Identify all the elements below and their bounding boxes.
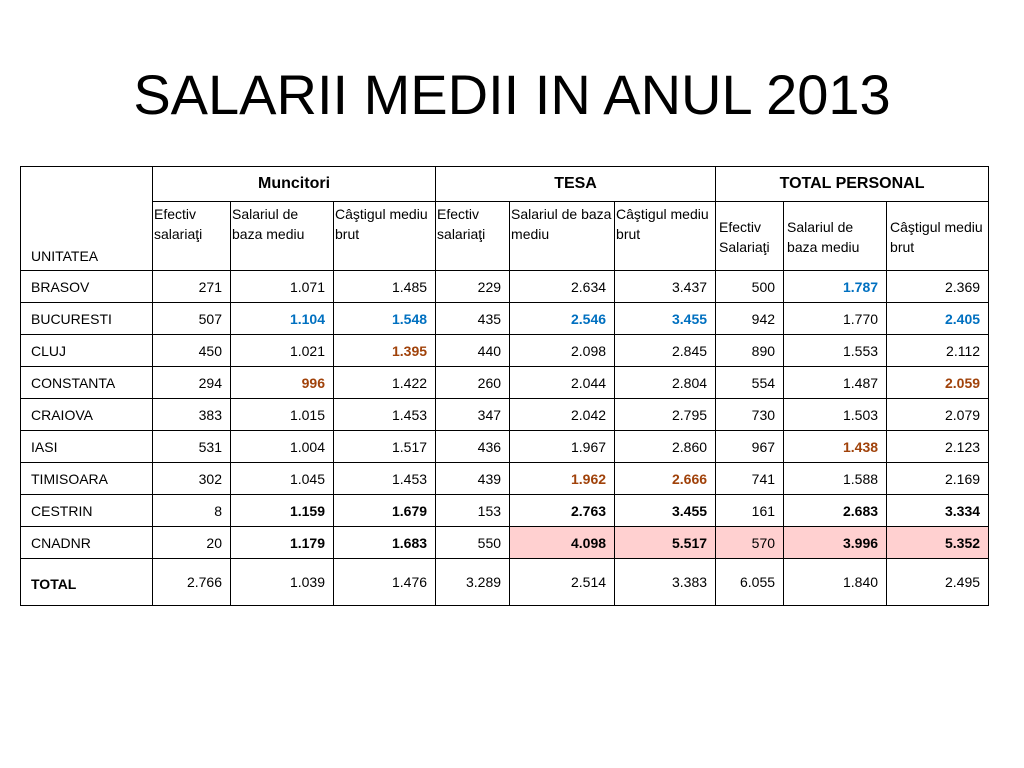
value-cell: 2.079	[887, 399, 989, 431]
unit-name-cell: CESTRIN	[21, 495, 153, 527]
table-row	[21, 367, 989, 399]
value-cell: 1.787	[784, 271, 887, 303]
value-cell: 4.098	[510, 527, 615, 559]
value-cell: 2.795	[615, 399, 716, 431]
value-cell: 1.962	[510, 463, 615, 495]
value-cell: 1.039	[231, 559, 334, 606]
value-cell: 8	[153, 495, 231, 527]
salary-table	[20, 166, 989, 606]
subheader-tesa-efectiv: Efectiv salariaţi	[436, 202, 510, 271]
page-title: SALARII MEDII IN ANUL 2013	[133, 63, 891, 126]
value-cell: 550	[436, 527, 510, 559]
value-cell: 1.021	[231, 335, 334, 367]
group-header-muncitori: Muncitori	[153, 167, 436, 202]
value-cell: 2.514	[510, 559, 615, 606]
value-cell: 450	[153, 335, 231, 367]
value-cell: 20	[153, 527, 231, 559]
value-cell: 2.860	[615, 431, 716, 463]
value-cell: 730	[716, 399, 784, 431]
value-cell: 229	[436, 271, 510, 303]
value-cell: 2.123	[887, 431, 989, 463]
table-row	[21, 303, 989, 335]
value-cell: 294	[153, 367, 231, 399]
value-cell: 996	[231, 367, 334, 399]
value-cell: 1.476	[334, 559, 436, 606]
value-cell: 271	[153, 271, 231, 303]
value-cell: 347	[436, 399, 510, 431]
value-cell: 500	[716, 271, 784, 303]
value-cell: 3.455	[615, 303, 716, 335]
value-cell: 260	[436, 367, 510, 399]
unit-name-cell: CONSTANTA	[21, 367, 153, 399]
group-header-total-personal: TOTAL PERSONAL	[716, 167, 989, 202]
value-cell: 1.503	[784, 399, 887, 431]
unit-column-header: UNITATEA	[21, 167, 153, 271]
value-cell: 436	[436, 431, 510, 463]
value-cell: 1.071	[231, 271, 334, 303]
unit-name-cell: BRASOV	[21, 271, 153, 303]
value-cell: 2.042	[510, 399, 615, 431]
value-cell: 1.553	[784, 335, 887, 367]
value-cell: 2.766	[153, 559, 231, 606]
value-cell: 2.169	[887, 463, 989, 495]
value-cell: 942	[716, 303, 784, 335]
value-cell: 1.179	[231, 527, 334, 559]
value-cell: 1.104	[231, 303, 334, 335]
value-cell: 531	[153, 431, 231, 463]
unit-name-cell: CLUJ	[21, 335, 153, 367]
value-cell: 383	[153, 399, 231, 431]
value-cell: 5.352	[887, 527, 989, 559]
value-cell: 1.045	[231, 463, 334, 495]
value-cell: 967	[716, 431, 784, 463]
value-cell: 1.548	[334, 303, 436, 335]
header-group-row	[21, 167, 989, 202]
unit-name-cell: CNADNR	[21, 527, 153, 559]
unit-name-cell: TOTAL	[21, 559, 153, 606]
value-cell: 1.770	[784, 303, 887, 335]
group-header-tesa: TESA	[436, 167, 716, 202]
value-cell: 2.634	[510, 271, 615, 303]
value-cell: 1.453	[334, 463, 436, 495]
table-row	[21, 431, 989, 463]
value-cell: 440	[436, 335, 510, 367]
value-cell: 741	[716, 463, 784, 495]
table-row	[21, 463, 989, 495]
value-cell: 6.055	[716, 559, 784, 606]
table-row	[21, 495, 989, 527]
value-cell: 2.369	[887, 271, 989, 303]
value-cell: 1.395	[334, 335, 436, 367]
value-cell: 161	[716, 495, 784, 527]
value-cell: 1.588	[784, 463, 887, 495]
value-cell: 3.334	[887, 495, 989, 527]
unit-name-cell: IASI	[21, 431, 153, 463]
unit-name-cell: CRAIOVA	[21, 399, 153, 431]
header-sub-row	[21, 202, 989, 271]
value-cell: 1.967	[510, 431, 615, 463]
total-row	[21, 559, 989, 606]
value-cell: 302	[153, 463, 231, 495]
value-cell: 1.683	[334, 527, 436, 559]
unit-name-cell: BUCURESTI	[21, 303, 153, 335]
subheader-tesa-castig: Câştigul mediu brut	[615, 202, 716, 271]
value-cell: 1.517	[334, 431, 436, 463]
value-cell: 3.996	[784, 527, 887, 559]
table-row	[21, 527, 989, 559]
value-cell: 1.453	[334, 399, 436, 431]
value-cell: 1.015	[231, 399, 334, 431]
value-cell: 2.098	[510, 335, 615, 367]
value-cell: 2.763	[510, 495, 615, 527]
table-row	[21, 271, 989, 303]
subheader-tesa-salariu: Salariul de baza mediu	[510, 202, 615, 271]
value-cell: 1.487	[784, 367, 887, 399]
value-cell: 3.289	[436, 559, 510, 606]
table-row	[21, 399, 989, 431]
value-cell: 2.059	[887, 367, 989, 399]
value-cell: 554	[716, 367, 784, 399]
value-cell: 2.804	[615, 367, 716, 399]
value-cell: 2.112	[887, 335, 989, 367]
value-cell: 890	[716, 335, 784, 367]
value-cell: 2.044	[510, 367, 615, 399]
subheader-total-salariu: Salariul de baza mediu	[784, 202, 887, 271]
unit-name-cell: TIMISOARA	[21, 463, 153, 495]
value-cell: 2.546	[510, 303, 615, 335]
subheader-muncitori-efectiv: Efectiv salariaţi	[153, 202, 231, 271]
subheader-total-castig: Câştigul mediu brut	[887, 202, 989, 271]
value-cell: 3.455	[615, 495, 716, 527]
value-cell: 2.845	[615, 335, 716, 367]
value-cell: 1.840	[784, 559, 887, 606]
value-cell: 2.683	[784, 495, 887, 527]
value-cell: 2.666	[615, 463, 716, 495]
subheader-total-efectiv: Efectiv Salariaţi	[716, 202, 784, 271]
value-cell: 1.438	[784, 431, 887, 463]
value-cell: 3.383	[615, 559, 716, 606]
value-cell: 507	[153, 303, 231, 335]
subheader-muncitori-castig: Câştigul mediu brut	[334, 202, 436, 271]
value-cell: 5.517	[615, 527, 716, 559]
subheader-muncitori-salariu: Salariul de baza mediu	[231, 202, 334, 271]
value-cell: 2.495	[887, 559, 989, 606]
value-cell: 439	[436, 463, 510, 495]
value-cell: 153	[436, 495, 510, 527]
value-cell: 1.422	[334, 367, 436, 399]
value-cell: 2.405	[887, 303, 989, 335]
value-cell: 1.159	[231, 495, 334, 527]
value-cell: 570	[716, 527, 784, 559]
value-cell: 1.004	[231, 431, 334, 463]
value-cell: 435	[436, 303, 510, 335]
table-row	[21, 335, 989, 367]
value-cell: 1.485	[334, 271, 436, 303]
value-cell: 1.679	[334, 495, 436, 527]
value-cell: 3.437	[615, 271, 716, 303]
